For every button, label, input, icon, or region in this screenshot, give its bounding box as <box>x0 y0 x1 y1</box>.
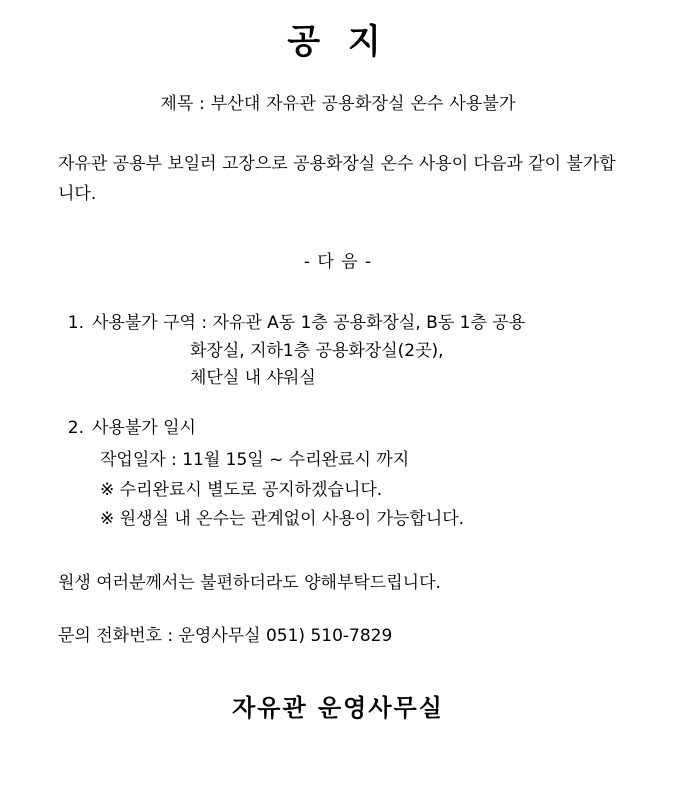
intro-paragraph: 자유관 공용부 보일러 고장으로 공용화장실 온수 사용이 다음과 같이 불가합니다. <box>58 153 616 204</box>
contact-line: 문의 전화번호 : 운영사무실 051) 510-7829 <box>58 626 393 647</box>
sub-line: 작업일자 : 11월 15일 ~ 수리완료시 까지 <box>100 450 410 471</box>
closing-paragraph: 원생 여러분께서는 불편하더라도 양해부탁드립니다. <box>58 573 441 594</box>
subject-line: 제목 : 부산대 자유관 공용화장실 온수 사용불가 <box>160 93 516 114</box>
list-item-body <box>92 415 636 534</box>
list-item-text: 사용불가 구역 : 자유관 A동 1층 공용화장실, B동 1층 공용 <box>92 313 526 334</box>
notice-list <box>66 310 636 534</box>
list-item-body <box>92 310 636 393</box>
list-item-text: 사용불가 일시 <box>92 417 196 438</box>
list-item-continuation: 화장실, 지하1층 공용화장실(2곳), <box>190 340 444 361</box>
page-title: 공 지 <box>287 22 389 62</box>
list-item <box>66 310 636 393</box>
notice-document <box>0 22 676 791</box>
list-item-sub-lines <box>100 446 636 534</box>
list-item-number: 2. <box>67 417 84 438</box>
list-item <box>66 415 636 534</box>
list-item-continuation: 체단실 내 샤워실 <box>190 368 316 389</box>
issuing-office: 자유관 운영사무실 <box>232 694 444 723</box>
section-divider: - 다 음 - <box>303 252 373 273</box>
sub-line: ※ 수리완료시 별도로 공지하겠습니다. <box>100 479 383 500</box>
sub-line: ※ 원생실 내 온수는 관계없이 사용이 가능합니다. <box>100 508 465 529</box>
list-item-number: 1. <box>67 313 84 334</box>
